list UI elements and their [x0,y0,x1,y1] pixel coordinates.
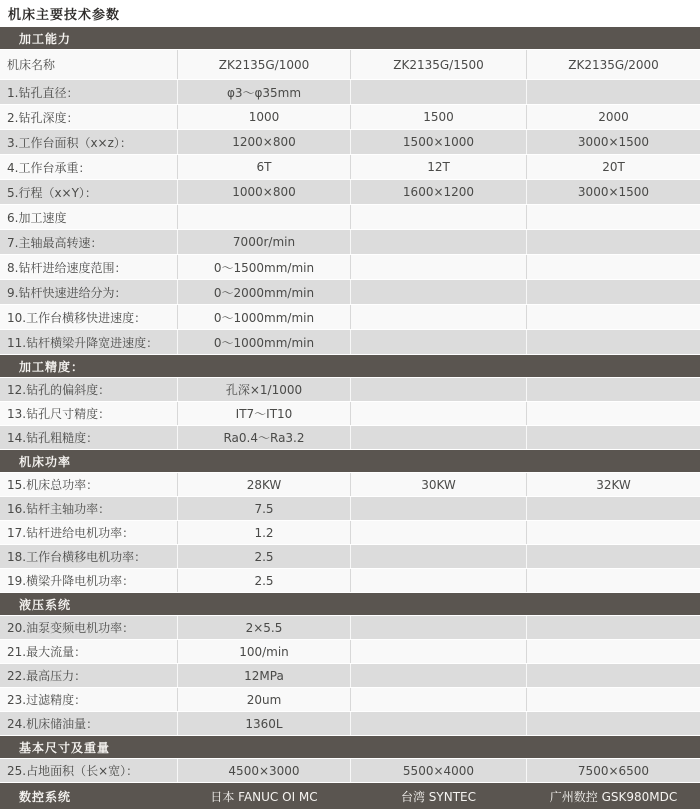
row-label: 14.钻孔粗糙度： [7,431,99,445]
row-value: 1000 [177,105,350,129]
row-value: 台湾 SYNTEC [400,789,477,804]
row-value: 20T [526,155,700,179]
row-value: 2×5.5 [177,616,350,639]
row-value [526,712,700,735]
row-value: 0～2000mm/min [177,280,350,304]
row-value [350,545,526,568]
row-value [526,426,700,449]
row-value: 3000×1500 [526,180,700,204]
table-row [0,688,700,712]
table-row [0,378,700,402]
row-value: 6T [177,155,350,179]
row-value [526,402,700,425]
table-row [0,180,700,205]
row-value [526,280,700,304]
row-label: 3.工作台面积（x×z）： [7,135,132,150]
row-value [177,205,350,229]
row-label: 15.机床总功率： [7,478,99,492]
row-value [526,640,700,663]
row-value [526,255,700,279]
section-header [0,736,700,759]
table-row [0,230,700,255]
row-label: 21.最大流量： [7,645,87,659]
table-row [0,616,700,640]
section-header [0,593,700,616]
row-value: 2000 [526,105,700,129]
row-value [526,378,700,401]
row-value [526,616,700,639]
row-label: 25.占地面积（长×宽）： [7,764,139,778]
row-value [350,205,526,229]
row-label: 13.钻孔尺寸精度： [7,407,111,421]
table-row [0,521,700,545]
row-value [350,280,526,304]
row-label: 16.钻杆主轴功率： [7,502,111,516]
row-value: 1200×800 [177,130,350,154]
section-title: 加工精度： [19,359,85,374]
row-value: 100/min [177,640,350,663]
row-value [350,712,526,735]
row-value [350,688,526,711]
section-title: 加工能力 [19,31,72,46]
table-row [0,205,700,230]
row-label: 8.钻杆进给速度范围： [7,260,127,275]
row-value [526,664,700,687]
row-value: 1600×1200 [350,180,526,204]
table-row [0,426,700,450]
row-value: 5500×4000 [350,759,526,782]
table-row [0,712,700,736]
row-value: 12T [350,155,526,179]
row-value [526,545,700,568]
cnc-system-row [0,783,700,809]
row-label: 10.工作台横移快进速度： [7,310,147,325]
row-value: 7500×6500 [526,759,700,782]
row-value: 1500 [350,105,526,129]
table-row [0,255,700,280]
row-value: IT7～IT10 [177,402,350,425]
row-value [526,330,700,354]
section-title: 基本尺寸及重量 [19,740,111,755]
column-header-label: 机床名称 [7,58,56,72]
row-value [350,255,526,279]
table-row [0,473,700,497]
row-value: 12MPa [177,664,350,687]
row-value: 4500×3000 [177,759,350,782]
table-row [0,330,700,355]
section-title: 机床功率 [19,454,72,469]
row-value [526,80,700,104]
table-row [0,305,700,330]
row-label: 19.横梁升降电机功率： [7,574,135,588]
row-value: 0～1000mm/min [177,330,350,354]
row-value: 7.5 [177,497,350,520]
row-label: 9.钻杆快速进给分为： [7,285,127,300]
row-value [350,616,526,639]
row-label: 18.工作台横移电机功率： [7,550,147,564]
row-value [526,521,700,544]
row-label: 6.加工速度 [7,210,67,225]
row-value [350,497,526,520]
row-value [526,305,700,329]
column-header-row [0,50,700,80]
table-row [0,569,700,593]
row-value: 32KW [526,473,700,496]
row-value [350,569,526,592]
row-value [350,664,526,687]
row-value [350,640,526,663]
row-value [350,521,526,544]
row-value: 1360L [177,712,350,735]
row-value [350,426,526,449]
row-value: 2.5 [177,545,350,568]
row-value: 30KW [350,473,526,496]
row-value: 1500×1000 [350,130,526,154]
table-row [0,545,700,569]
row-value: 7000r/min [177,230,350,254]
page-title: 机床主要技术参数 [8,8,121,23]
spec-table [0,27,700,809]
row-value: Ra0.4～Ra3.2 [177,426,350,449]
column-header-value: ZK2135G/1000 [177,50,350,79]
table-row [0,155,700,180]
row-label: 11.钻杆横梁升降宽进速度： [7,335,159,350]
row-value [526,569,700,592]
row-value: 20um [177,688,350,711]
row-label: 23.过滤精度： [7,693,87,707]
row-value: 0～1500mm/min [177,255,350,279]
section-header [0,450,700,473]
row-label: 5.行程（x×Y）： [7,185,97,200]
row-value: 0～1000mm/min [177,305,350,329]
table-row [0,402,700,426]
table-row [0,280,700,305]
section-title: 液压系统 [19,597,72,612]
row-value: 孔深×1/1000 [177,378,350,401]
table-row [0,759,700,783]
row-value: 广州数控 GSK980MDC [549,789,678,804]
row-label: 17.钻杆进给电机功率： [7,526,135,540]
table-row [0,664,700,688]
row-value: φ3～φ35mm [177,80,350,104]
table-row [0,105,700,130]
table-row [0,130,700,155]
row-value [350,230,526,254]
row-label: 22.最高压力： [7,669,87,683]
section-header [0,27,700,50]
row-label: 20.油泵变频电机功率： [7,621,135,635]
row-value [350,378,526,401]
row-value: 2.5 [177,569,350,592]
column-header-value: ZK2135G/1500 [350,50,526,79]
row-label: 12.钻孔的偏斜度： [7,383,111,397]
row-value [350,402,526,425]
row-value [526,497,700,520]
row-value [350,80,526,104]
table-row [0,640,700,664]
row-value: 日本 FANUC OI MC [210,789,318,804]
row-value [350,305,526,329]
table-row [0,497,700,521]
row-value: 28KW [177,473,350,496]
row-label: 1.钻孔直径： [7,85,79,100]
row-value: 1.2 [177,521,350,544]
row-value [526,230,700,254]
row-value [526,688,700,711]
row-label: 数控系统 [19,789,72,804]
row-label: 24.机床储油量： [7,717,99,731]
row-label: 7.主轴最高转速： [7,235,103,250]
row-value: 1000×800 [177,180,350,204]
section-header [0,355,700,378]
column-header-value: ZK2135G/2000 [526,50,700,79]
row-label: 4.工作台承重： [7,160,91,175]
row-value [350,330,526,354]
row-value: 3000×1500 [526,130,700,154]
row-value [526,205,700,229]
row-label: 2.钻孔深度： [7,110,79,125]
table-row [0,80,700,105]
